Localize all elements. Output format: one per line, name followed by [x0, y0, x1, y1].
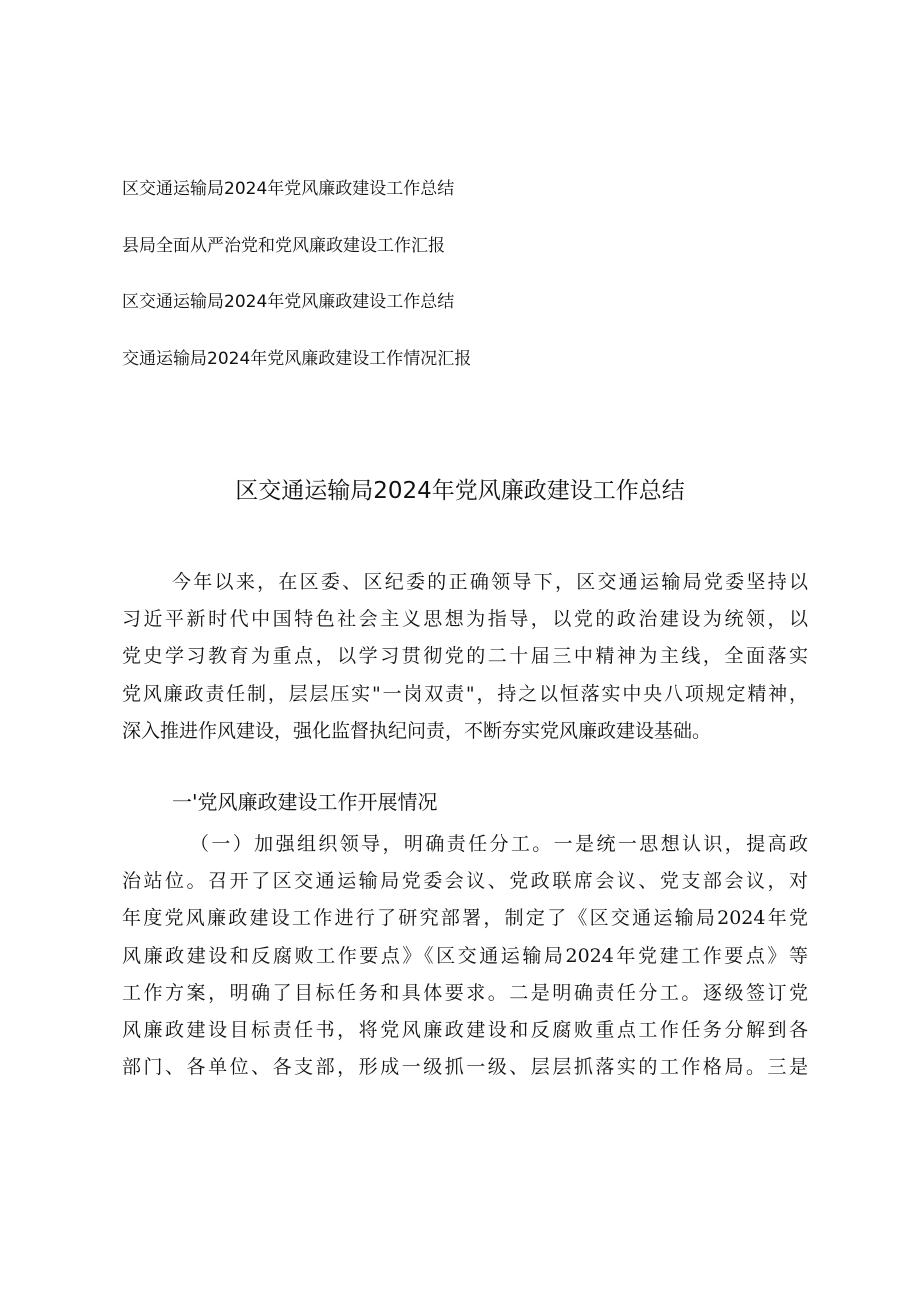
- intro-line: 党史学习教育为重点，以学习贯彻党的二十届三中精神为主线，全面落实: [122, 645, 808, 668]
- intro-line: 党风廉政责任制，层层压实"一岗双责"，持之以恒落实中央八项规定精神，: [122, 682, 808, 705]
- toc-item-1[interactable]: 区交通运输局2024年党风廉政建设工作总结: [122, 179, 455, 199]
- body-line: 治站位。召开了区交通运输局党委会议、党政联席会议、党支部会议，对: [122, 870, 808, 893]
- intro-line: 深入推进作风建设，强化监督执纪问责，不断夯实党风廉政建设基础。: [122, 719, 712, 742]
- intro-paragraph: [122, 564, 808, 750]
- document-title: 区交通运输局2024年党风廉政建设工作总结: [235, 478, 685, 504]
- body-line: 风廉政建设和反腐败工作要点》《区交通运输局2024年党建工作要点》等: [122, 944, 808, 967]
- toc-item-4[interactable]: 交通运输局2024年党风廉政建设工作情况汇报: [122, 349, 472, 369]
- intro-line: 习近平新时代中国特色社会主义思想为指导，以党的政治建设为统领，以: [122, 608, 808, 631]
- body-line: 工作方案，明确了目标任务和具体要求。二是明确责任分工。逐级签订党: [122, 981, 808, 1004]
- body-paragraph: [122, 826, 808, 1086]
- toc-item-3[interactable]: 区交通运输局2024年党风廉政建设工作总结: [122, 292, 455, 312]
- body-line: 部门、各单位、各支部，形成一级抓一级、层层抓落实的工作格局。三是: [122, 1056, 808, 1079]
- intro-line: 今年以来，在区委、区纪委的正确领导下，区交通运输局党委坚持以: [172, 571, 808, 593]
- toc-item-2[interactable]: 县局全面从严治党和党风廉政建设工作汇报: [122, 236, 445, 256]
- body-line: 风廉政建设目标责任书，将党风廉政建设和反腐败重点工作任务分解到各: [122, 1019, 808, 1042]
- section-heading: 一'党风廉政建设工作开展情况: [172, 790, 438, 814]
- body-line: 年度党风廉政建设工作进行了研究部署，制定了《区交通运输局2024年党: [122, 907, 808, 930]
- body-line: （一）加强组织领导，明确责任分工。一是统一思想认识，提高政: [190, 833, 808, 855]
